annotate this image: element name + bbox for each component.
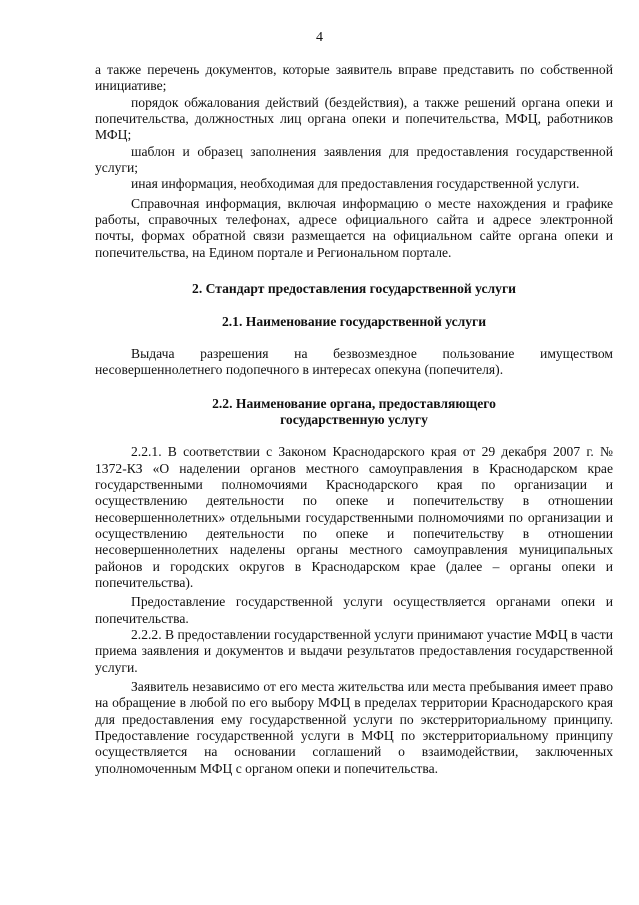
paragraph: Выдача разрешения на безвозмездное пользование имуществом несовершеннолетнего подопечного в интересах опекуна (попечителя).	[95, 345, 613, 378]
page-number: 4	[316, 30, 323, 45]
paragraph: Справочная информация, включая информацию о месте нахождения и графике работы, справочных телефонах, адресе официального сайта и адресе электронной почты, формах обратной связи размещается на официальном сайте органа опеки и попечительства, на Едином портале и Региональном портале.	[95, 195, 613, 260]
paragraph: 2.2.1. В соответствии с Законом Краснодарского края от 29 декабря 2007 г. № 1372-КЗ «О наделении органов местного самоуправления в Краснодарском крае государственными полномочиями Краснодарского края по организации и осуществлению деятельности по опеке и попечительству в отношении несовершеннолетних» отдельными государственными полномочиями по организации и осуществлению деятельности по опеке и попечительству в отношении несовершеннолетних наделены органы местного самоуправления муниципальных районов и городских округов в Краснодарском крае (далее – органы опеки и попечительства).	[95, 444, 613, 590]
subsection-heading	[95, 396, 613, 429]
paragraph: шаблон и образец заполнения заявления для предоставления государственной услуги;	[95, 143, 613, 176]
subsection-heading-line: государственную услугу	[280, 411, 428, 427]
paragraph: 2.2.2. В предоставлении государственной услуги принимают участие МФЦ в части приема заявления и документов и выдачи результатов предоставления государственной услуги.	[95, 626, 613, 675]
subsection-heading-line: 2.2. Наименование органа, предоставляющего	[212, 395, 496, 411]
document-body	[95, 62, 613, 777]
paragraph: Предоставление государственной услуги осуществляется органами опеки и попечительства.	[95, 594, 613, 626]
section-heading: 2. Стандарт предоставления государственной услуги	[192, 281, 516, 297]
paragraph: а также перечень документов, которые заявитель вправе представить по собственной инициативе;	[95, 62, 613, 94]
subsection-heading: 2.1. Наименование государственной услуги	[221, 314, 487, 330]
paragraph: иная информация, необходимая для предоставления государственной услуги.	[131, 176, 580, 192]
paragraph: порядок обжалования действий (бездействия), а также решений органа опеки и попечительства, должностных лиц органа опеки и попечительства, МФЦ, работников МФЦ;	[95, 94, 613, 143]
paragraph: Заявитель независимо от его места жительства или места пребывания имеет право на обращение в любой по его выбору МФЦ в пределах территории Краснодарского края для предоставления ему государственной услуги по экстерриториальному принципу. Предоставление государственной услуги в МФЦ по экстерриториальному принципу осуществляется на основании соглашений о взаимодействии, заключенных уполномоченным МФЦ с органом опеки и попечительства.	[95, 679, 613, 776]
